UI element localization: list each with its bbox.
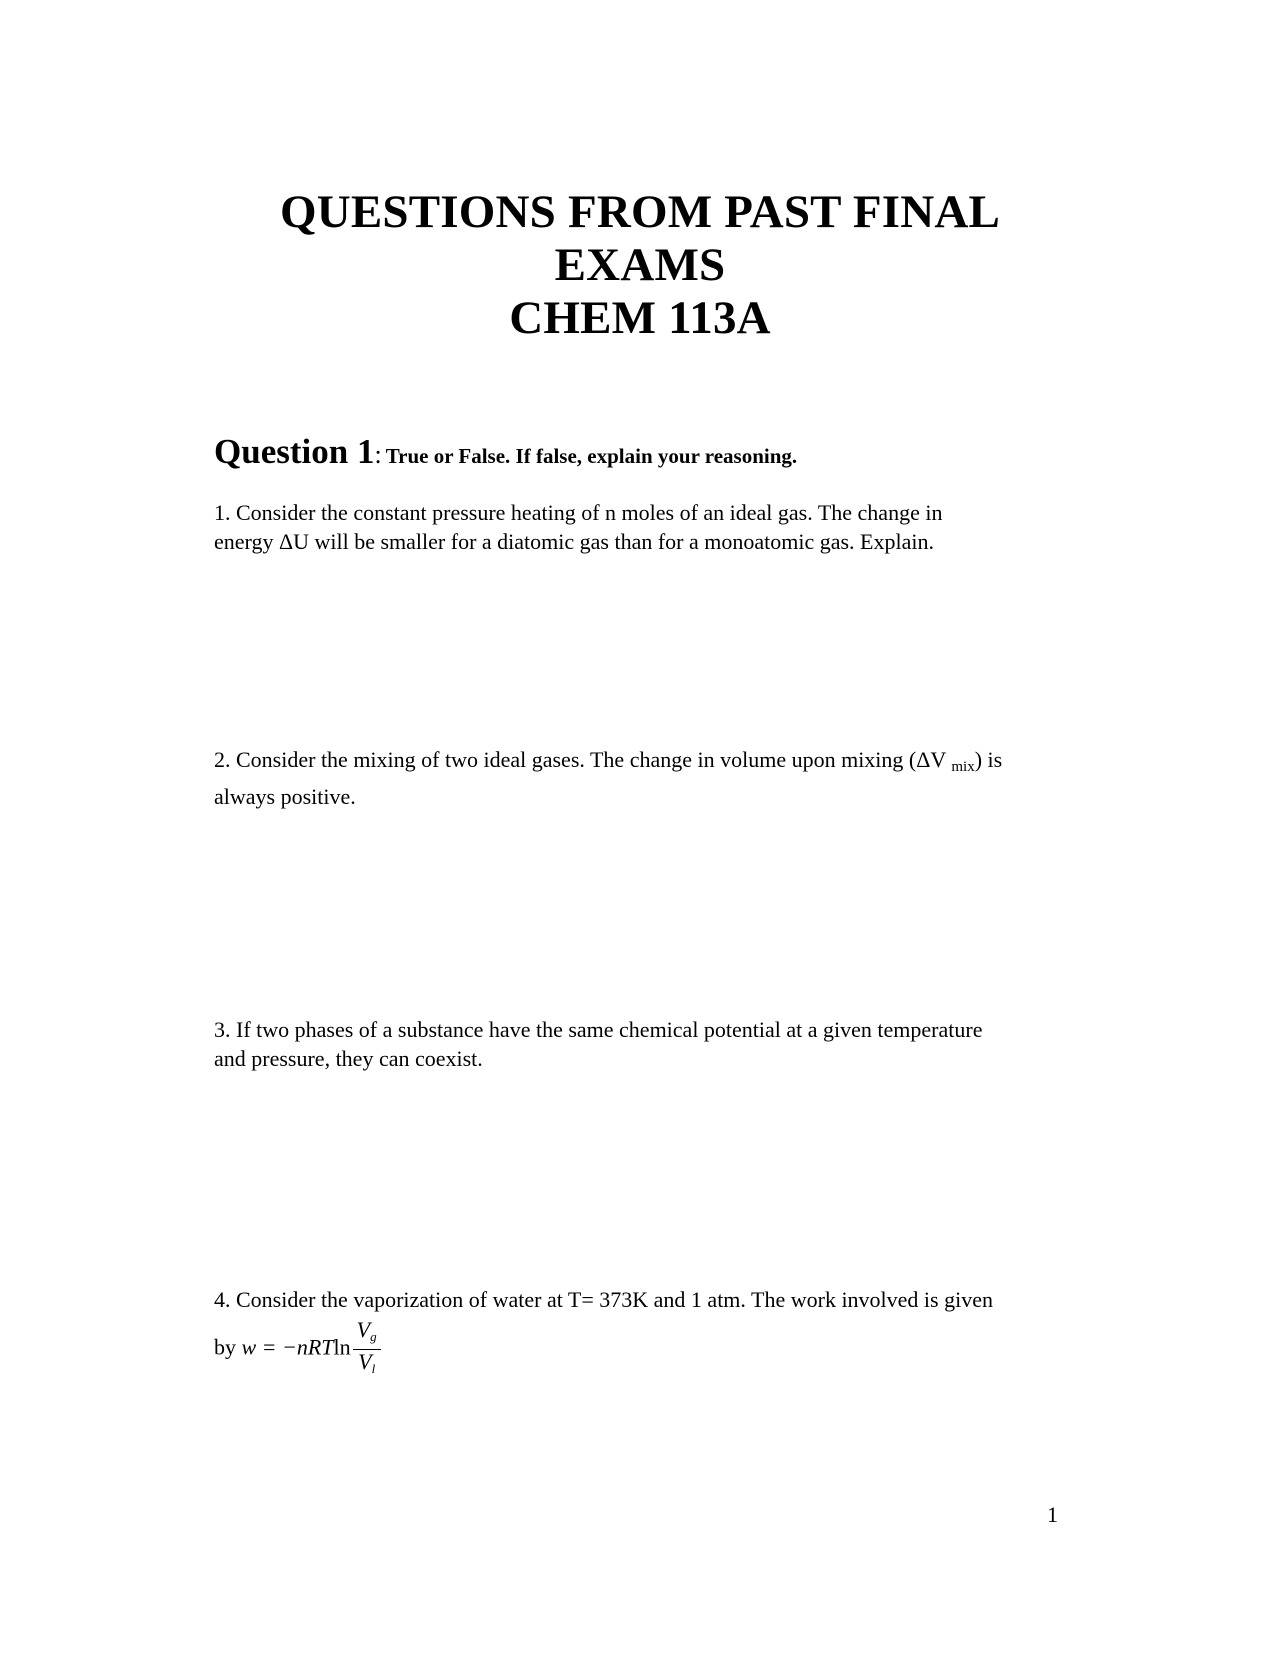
question-item-3 — [214, 1015, 1074, 1073]
title-line-3: CHEM 113A — [509, 292, 771, 344]
item-4-line-1: 4. Consider the vaporization of water at T= 373K and 1 atm. The work involved is given — [214, 1287, 993, 1312]
item-2-line-1 — [214, 745, 1074, 782]
page-number: 1 — [1047, 1502, 1058, 1527]
question-instruction: True or False. If false, explain your reasoning. — [385, 444, 798, 468]
item-3-line-2: and pressure, they can coexist. — [214, 1046, 483, 1071]
title-line-1: QUESTIONS FROM PAST FINAL — [279, 186, 1001, 238]
formula-fraction — [353, 1318, 381, 1381]
question-item-4 — [214, 1285, 1074, 1381]
numerator-subscript: g — [370, 1329, 377, 1344]
item-1-line-1: 1. Consider the constant pressure heating of n moles of an ideal gas. The change in — [214, 500, 943, 525]
work-formula — [242, 1318, 381, 1381]
question-colon: : — [374, 440, 382, 469]
item-4-line-2-text: by — [214, 1334, 236, 1360]
denominator-subscript: l — [371, 1361, 376, 1376]
item-2-subscript: mix — [951, 759, 975, 775]
title-line-2: EXAMS — [554, 239, 726, 291]
fraction-numerator — [353, 1318, 381, 1350]
question-item-2 — [214, 745, 1074, 811]
item-2-line-1-end: ) is — [974, 747, 1003, 772]
fraction-denominator — [354, 1350, 379, 1381]
item-3-line-1: 3. If two phases of a substance have the same chemical potential at a given temperature — [214, 1017, 983, 1042]
formula-lhs: w = −nRT — [241, 1334, 334, 1360]
denominator-symbol: V — [358, 1349, 372, 1374]
formula-ln: ln — [333, 1334, 351, 1360]
item-2-line-1-text: 2. Consider the mixing of two ideal gases. The change in volume upon mixing (ΔV — [214, 747, 946, 772]
item-4-line-2 — [214, 1318, 1074, 1381]
numerator-symbol: V — [356, 1317, 371, 1342]
document-title — [0, 186, 1280, 345]
question-number: Question 1 — [214, 432, 375, 471]
question-item-1 — [214, 498, 1074, 556]
item-1-line-2: energy ΔU will be smaller for a diatomic gas than for a monoatomic gas. Explain. — [214, 529, 934, 554]
item-2-line-2: always positive. — [214, 784, 356, 809]
question-heading — [214, 432, 797, 472]
